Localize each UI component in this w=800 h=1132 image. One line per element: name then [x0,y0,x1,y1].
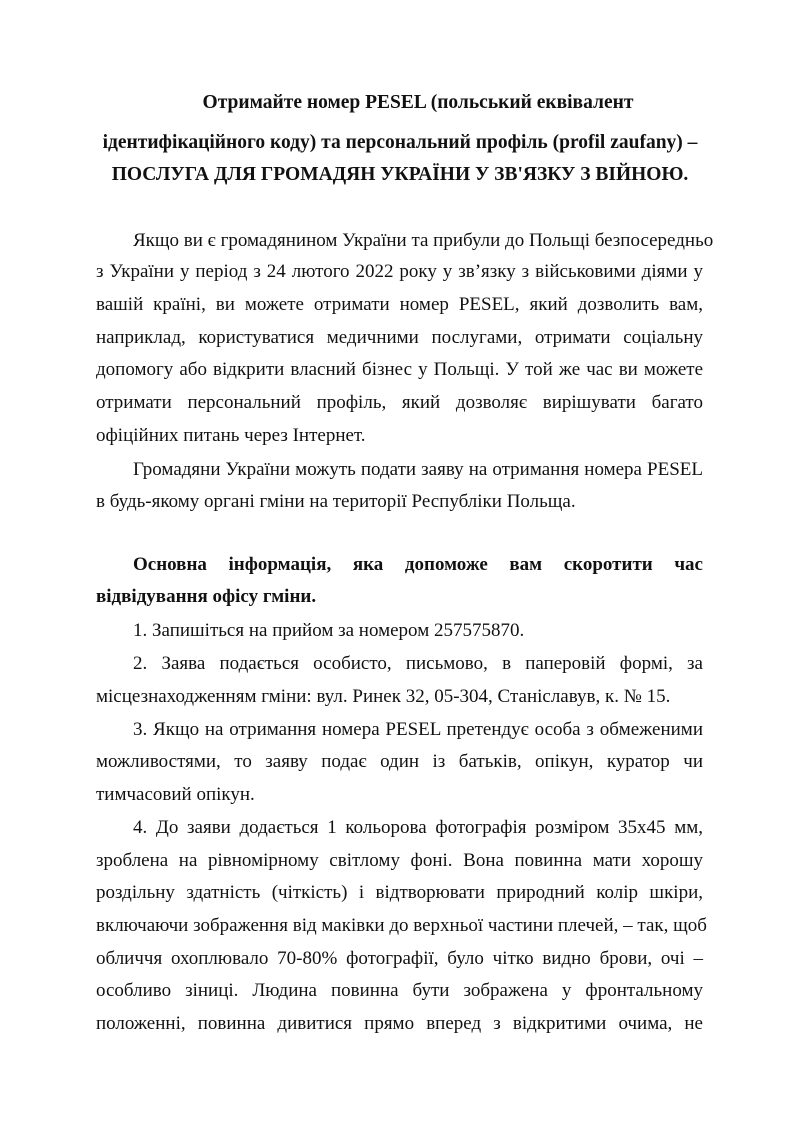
list-item-line: обличчя охоплювало 70-80% фотографії, було чітко видно брови, очі – [96,948,703,969]
list-item-line: 2. Заява подається особисто, письмово, в паперовій формі, за [133,653,703,674]
document-title-line-1: Отримайте номер PESEL (польський еквівалент [202,92,634,113]
list-item-line: 3. Якщо на отримання номера PESEL претендує особа з обмеженими [133,719,703,740]
list-item-line: особливо зіниці. Людина повинна бути зображена у фронтальному [96,980,703,1001]
list-item-line: положенні, повинна дивитися прямо вперед з відкритими очима, не [96,1013,703,1034]
list-item-line: 4. До заяви додається 1 кольорова фотографія розміром 35х45 мм, [133,817,703,838]
list-item-line: тимчасовий опікун. [96,784,255,805]
intro-paragraph-line: Якщо ви є громадянином України та прибули до Польщі безпосередньо [133,230,714,251]
apply-paragraph-line: Громадяни України можуть подати заяву на отримання номера PESEL [133,459,703,480]
info-heading-line: відвідування офісу гміни. [96,586,317,607]
intro-paragraph-line: з України у період з 24 лютого 2022 року у зв’язку з військовими діями у [96,261,703,282]
list-item-line: включаючи зображення від маківки до верхньої частини плечей, – так, щоб [96,915,707,936]
apply-paragraph-line: в будь-якому органі гміни на території Республіки Польща. [96,491,576,512]
list-item-line: зроблена на рівномірному світлому фоні. Вона повинна мати хорошу [96,850,703,871]
info-heading-line: Основна інформація, яка допоможе вам скоротити час [133,554,703,575]
intro-paragraph-line: отримати персональний профіль, який дозволяє вирішувати багато [96,392,703,413]
intro-paragraph-line: допомогу або відкрити власний бізнес у Польщі. У той же час ви можете [96,359,703,380]
document-title-line-2: ідентифікаційного коду) та персональний профіль (profil zaufany) – [102,132,698,153]
list-item-line: роздільну здатність (чіткість) і відтворювати природний колір шкіри, [96,882,703,903]
intro-paragraph-line: офіційних питань через Інтернет. [96,425,366,446]
intro-paragraph-line: наприклад, користуватися медичними послугами, отримати соціальну [96,327,703,348]
list-item-line: 1. Запишіться на прийом за номером 257575870. [133,620,525,641]
list-item-line: місцезнаходженням гміни: вул. Ринек 32, 05-304, Станіславув, к. № 15. [96,686,671,707]
list-item-line: можливостями, то заяву подає один із батьків, опікун, куратор чи [96,751,703,772]
document-title-line-3: ПОСЛУГА ДЛЯ ГРОМАДЯН УКРАЇНИ У ЗВ'ЯЗКУ З ВІЙНОЮ. [111,164,689,185]
intro-paragraph-line: вашій країні, ви можете отримати номер PESEL, який дозволить вам, [96,294,703,315]
